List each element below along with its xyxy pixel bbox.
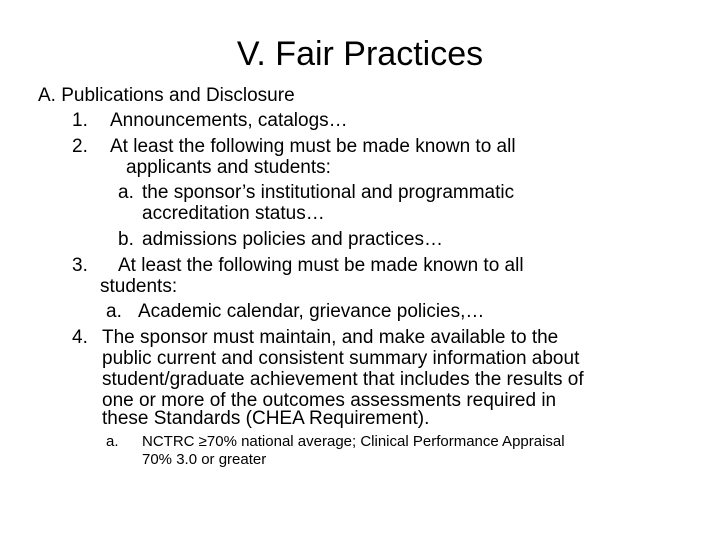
- item-2a-text-line2: accreditation status…: [142, 203, 325, 224]
- item-3-marker: 3.: [72, 255, 88, 276]
- item-3a-text: Academic calendar, grievance policies,…: [138, 301, 485, 322]
- item-4-line5: these Standards (CHEA Requirement).: [102, 408, 430, 429]
- item-2a-text-line1: the sponsor’s institutional and programmatic: [142, 182, 515, 203]
- slide-title: V. Fair Practices: [236, 35, 484, 73]
- item-2-marker: 2.: [72, 136, 88, 157]
- item-4-line2: public current and consistent summary information about: [102, 348, 580, 369]
- item-2a-marker: a.: [118, 182, 134, 203]
- item-3a-marker: a.: [106, 301, 122, 322]
- item-2-text-line1: At least the following must be made known to all: [110, 136, 516, 157]
- item-4-line3: student/graduate achievement that includes the results of: [102, 369, 584, 390]
- item-4a-text-line1: NCTRC ≥70% national average; Clinical Performance Appraisal: [142, 433, 565, 450]
- item-2-text-line2: applicants and students:: [126, 157, 331, 178]
- item-4-line4: one or more of the outcomes assessments required in: [102, 390, 557, 411]
- item-1-marker: 1.: [72, 110, 88, 131]
- item-2b-marker: b.: [118, 229, 134, 250]
- item-4a-text-line2: 70% 3.0 or greater: [142, 451, 267, 468]
- item-4a-marker: a.: [106, 433, 119, 450]
- section-heading: A. Publications and Disclosure: [38, 85, 295, 106]
- item-4-marker: 4.: [72, 327, 88, 348]
- item-4-line1: The sponsor must maintain, and make available to the: [102, 327, 559, 348]
- item-3-text-line2: students:: [100, 276, 178, 297]
- item-2b-text: admissions policies and practices…: [142, 229, 443, 250]
- item-1-text: Announcements, catalogs…: [110, 110, 348, 131]
- item-3-text-line1: At least the following must be made known to all: [118, 255, 524, 276]
